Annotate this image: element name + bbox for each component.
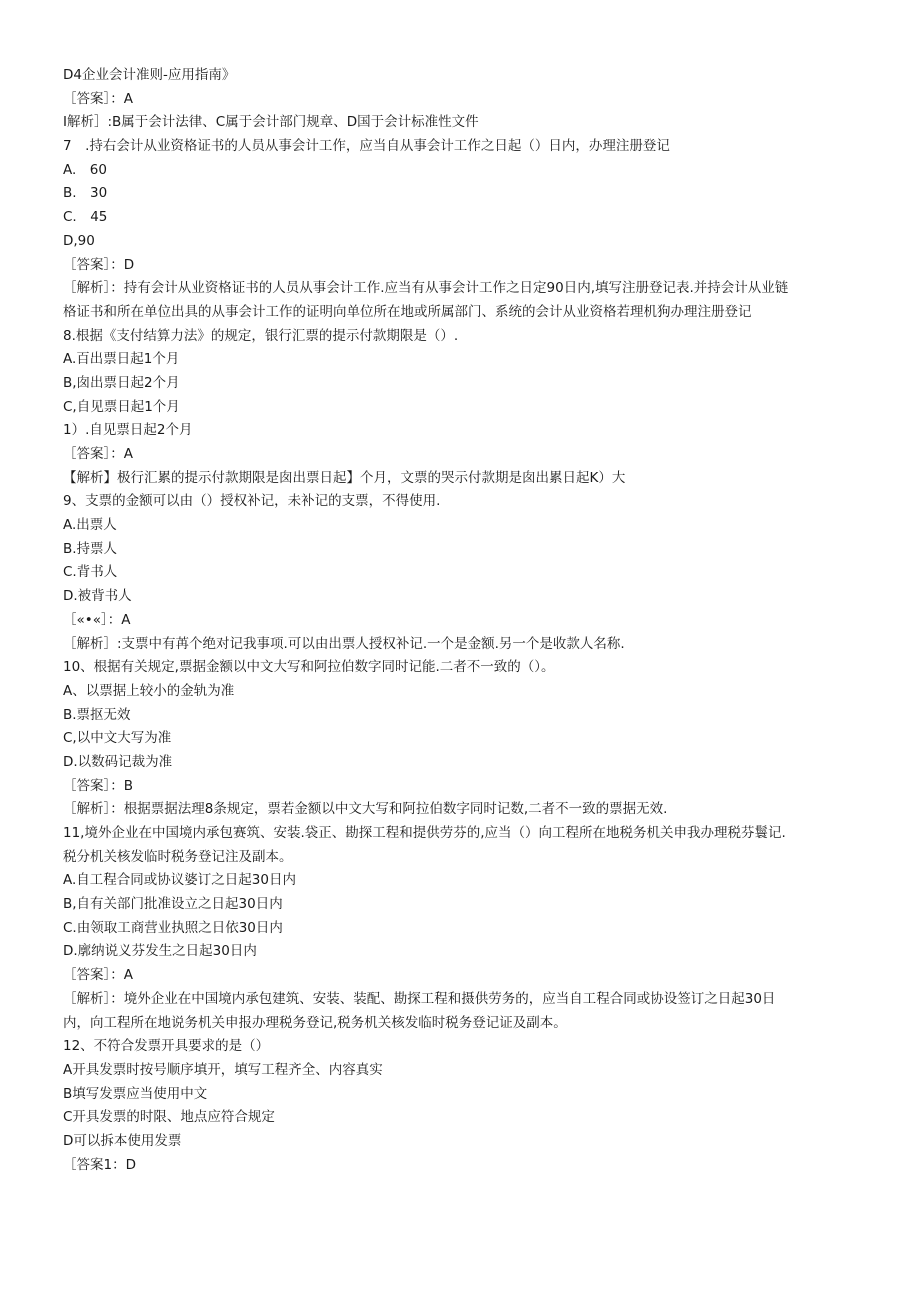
text-line: 12、不符合发票开具要求的是（） [63, 1038, 270, 1055]
text-line: ［答案］：A [63, 967, 133, 984]
text-line: C.背书人 [63, 564, 118, 581]
text-line: 11,境外企业在中国境内承包赛筑、安装.袋正、勘探工程和提供劳芬的,应当（）向工程所在地税务机关申我办理税芬鬟记. [63, 825, 786, 841]
text-line: A、以票据上较小的金轨为准 [63, 682, 235, 699]
text-line: B.持票人 [63, 540, 118, 557]
text-line: C.由领取工商营业执照之日依30日内 [63, 919, 283, 936]
text-line: C,自见票日起1个月 [63, 398, 180, 415]
text-line: 【解析】极行汇累的提示付款期限是囱出票日起】个月，文票的哭示付款期是囱出累日起K）大 [63, 469, 626, 486]
text-line: C开具发票的时限、地点应符合规定 [63, 1109, 275, 1126]
text-line: A. 60 [63, 161, 107, 178]
text-line: C. 45 [63, 209, 108, 226]
text-line: D4企业会计准则-应用指南》 [63, 67, 236, 83]
text-line: D.廓纳说义芬发生之日起30日内 [63, 943, 257, 960]
text-line: 1）.自见票日起2个月 [63, 422, 193, 439]
text-line: ［答案］：D [63, 256, 135, 273]
text-line: ［答案］：A [63, 446, 133, 462]
text-line: A.出票人 [63, 517, 117, 534]
text-line: A开具发票时按号顺序填开，填写工程齐全、内容真实 [63, 1061, 383, 1078]
text-line: 税分机关核发临时税务登记注及副本。 [63, 848, 293, 865]
text-line: B填写发票应当使用中文 [63, 1085, 208, 1102]
text-line: ［答案］：B [63, 777, 134, 794]
text-line: B. 30 [63, 185, 108, 202]
text-line: ［答案］：A [63, 90, 133, 107]
text-line: C,以中文大写为准 [63, 730, 172, 747]
text-line: B,自有关部门批准设立之日起30日内 [63, 896, 283, 913]
text-line: ［解析］：境外企业在中国境内承包建筑、安装、装配、勘探工程和摄供劳务的，应当自工程合同或协设签订之日起30日 [63, 990, 776, 1007]
text-line: A.自工程合同或协议婆订之日起30日内 [63, 872, 296, 889]
text-line: I解析］:B属于会计法律、C属于会计部门规章、D国于会计标准性文件 [63, 114, 479, 131]
text-line: ［解析］：持有会计从业资格证书的人员从事会计工作.应当有从事会计工作之日定90日内,填写注册登记表.并持会计从业链 [63, 280, 789, 297]
text-line: B,囱出票日起2个月 [63, 374, 180, 391]
text-line: D,90 [63, 232, 95, 249]
text-line: D.被背书人 [63, 588, 132, 605]
text-line: 10、根据有关规定,票据金额以中文大写和阿拉伯数字同时记能.二者不一致的（）。 [63, 659, 555, 676]
text-line: A.百出票日起1个月 [63, 351, 180, 368]
text-line: ［解析］:支票中有苒个绝对记我事项.可以由出票人授权补记.一个是金额.另一个是收款人名称. [63, 635, 625, 652]
text-line: ［答案1：D [63, 1156, 136, 1173]
text-line: D可以拆本使用发票 [63, 1132, 182, 1149]
text-line: 内，向工程所在地说务机关申报办理税务登记,税务机关核发临时税务登记证及副本。 [63, 1014, 567, 1031]
text-line: 8.根据《支付结算力法》的规定，银行汇票的提示付款期限是（）. [63, 327, 459, 344]
document-body [63, 64, 863, 1177]
text-line: D.以数码记裁为准 [63, 753, 173, 770]
text-line: ［解析］：根据票据法理8条规定，票若金额以中文大写和阿拉伯数字同时记数,二者不一致的票据无效. [63, 801, 668, 818]
text-line: 格证书和所在单位出具的从事会计工作的证明向单位所在地或所属部门、系统的会计从业资格若理机狗办理注册登记 [63, 303, 752, 320]
text-line: ［«•«］：A [63, 611, 131, 628]
text-line: 9、支票的金额可以由（）授权补记，未补记的支票，不得使用. [63, 493, 441, 510]
text-line: B.票抠无效 [63, 706, 131, 723]
text-line: 7 .持右会计从业资格证书的人员从事会计工作，应当自从事会计工作之日起（）日内，办理注册登记 [63, 138, 670, 155]
